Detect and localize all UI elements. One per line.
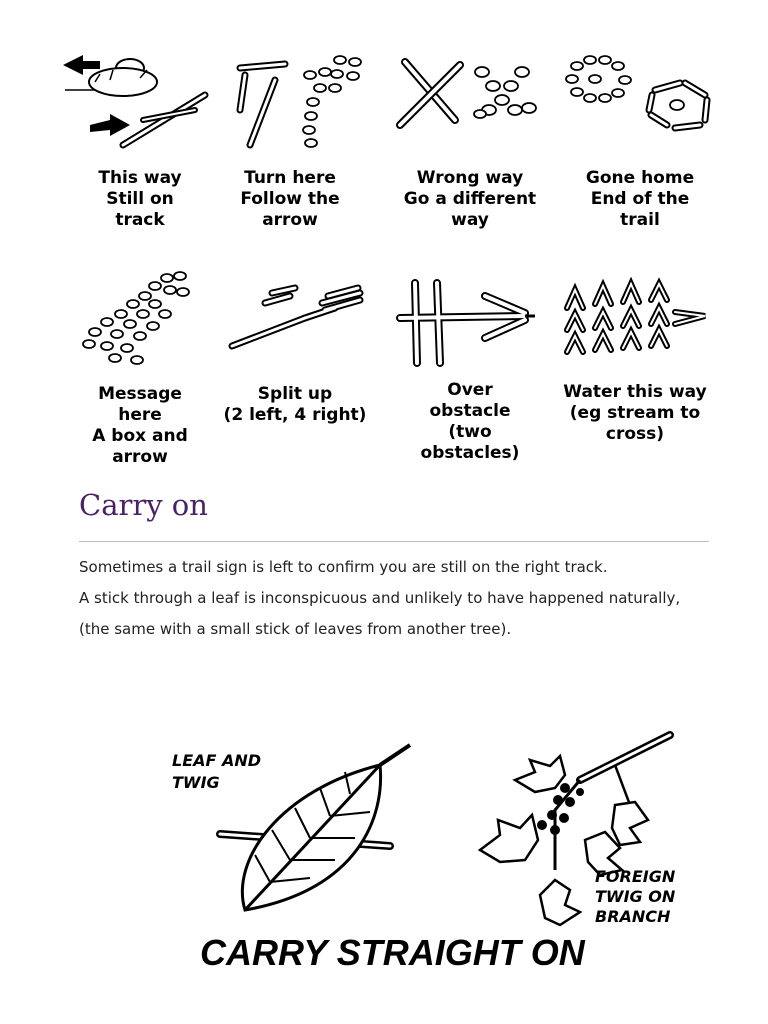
over-obstacle-sign-icon bbox=[385, 268, 555, 378]
section-heading: Carry on bbox=[79, 488, 208, 522]
caption-line: Turn here bbox=[244, 168, 336, 188]
caption-line: Over bbox=[447, 380, 493, 400]
caption-line: Still on bbox=[106, 189, 174, 209]
sign-caption bbox=[385, 168, 555, 231]
caption-line: End of the bbox=[590, 189, 690, 209]
leaf-label-line: TWIG bbox=[172, 773, 220, 792]
paragraph: Sometimes a trail sign is left to confirm you are still on the right track. bbox=[79, 558, 608, 576]
wrong-way-sign-icon bbox=[385, 50, 555, 160]
caption-line: (2 left, 4 right) bbox=[223, 405, 367, 425]
caption-line: obstacles) bbox=[420, 443, 520, 463]
split-up-sign-icon bbox=[210, 268, 380, 378]
caption-line: arrow bbox=[112, 447, 168, 467]
caption-line: arrow bbox=[262, 210, 318, 230]
illustration-caption: CARRY STRAIGHT ON bbox=[200, 932, 585, 973]
caption-line: Water this way bbox=[563, 382, 707, 402]
caption-line: Message bbox=[98, 384, 182, 404]
this-way-sign-icon bbox=[55, 50, 225, 160]
caption-line: This way bbox=[98, 168, 182, 188]
sign-caption bbox=[55, 384, 225, 468]
carry-straight-on-illustration bbox=[160, 720, 720, 990]
divider bbox=[79, 541, 709, 542]
caption-line: here bbox=[118, 405, 162, 425]
water-this-way-sign-icon bbox=[545, 268, 715, 378]
sign-caption bbox=[55, 168, 225, 231]
branch-label-line: TWIG ON bbox=[595, 887, 676, 906]
caption-line: (eg stream to bbox=[569, 403, 701, 423]
caption-line: way bbox=[451, 210, 489, 230]
sign-caption bbox=[555, 168, 725, 231]
caption-line: A box and bbox=[92, 426, 188, 446]
leaf-label-line: LEAF AND bbox=[172, 751, 262, 770]
turn-here-sign-icon bbox=[205, 50, 375, 160]
branch-label-line: BRANCH bbox=[595, 907, 671, 926]
caption-line: track bbox=[115, 210, 165, 230]
caption-line: Go a different bbox=[403, 189, 537, 209]
section-body bbox=[79, 552, 699, 645]
sign-caption bbox=[205, 168, 375, 231]
paragraph: A stick through a leaf is inconspicuous and unlikely to have happened naturally, (the same with a small stick of leaves from another tree). bbox=[79, 589, 681, 638]
caption-line: trail bbox=[620, 210, 660, 230]
caption-line: Split up bbox=[257, 384, 333, 404]
sign-caption bbox=[545, 382, 725, 445]
sign-caption bbox=[385, 380, 555, 464]
sign-caption bbox=[210, 384, 380, 426]
gone-home-sign-icon bbox=[555, 50, 725, 160]
caption-line: cross) bbox=[605, 424, 665, 444]
caption-line: obstacle bbox=[429, 401, 511, 421]
caption-line: Follow the bbox=[240, 189, 340, 209]
caption-line: Gone home bbox=[585, 168, 695, 188]
branch-label-line: FOREIGN bbox=[595, 867, 676, 886]
caption-line: (two bbox=[448, 422, 492, 442]
message-here-sign-icon bbox=[55, 268, 225, 378]
caption-line: Wrong way bbox=[416, 168, 524, 188]
